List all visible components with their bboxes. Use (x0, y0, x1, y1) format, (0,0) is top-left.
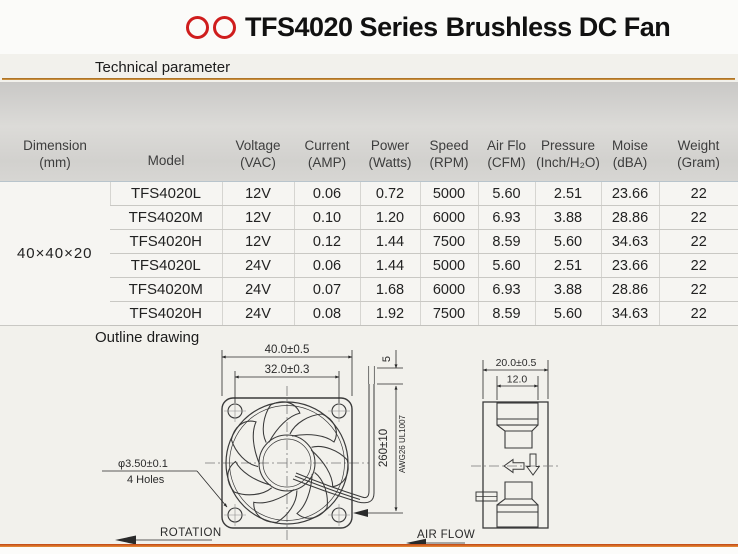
table-row (0, 230, 738, 254)
spec-table-header (0, 82, 738, 182)
fan-front-view (205, 366, 374, 542)
cell-noise: 23.66 (601, 182, 659, 206)
cell-voltage: 12V (222, 182, 294, 206)
col-model: Model (110, 82, 222, 182)
cell-power: 1.44 (360, 230, 420, 254)
cell-current: 0.06 (294, 254, 360, 278)
col-power: Power (Watts) (360, 82, 420, 182)
flow-direction-icon (504, 454, 539, 475)
cell-current: 0.12 (294, 230, 360, 254)
col-dimension: Dimension (mm) (0, 82, 110, 182)
page-title-series: TFS4020 Series (245, 11, 438, 42)
cell-noise: 34.63 (601, 230, 659, 254)
cell-voltage: 12V (222, 230, 294, 254)
table-row (0, 254, 738, 278)
cell-airflow: 5.60 (478, 182, 535, 206)
cell-model: TFS4020L (110, 254, 222, 278)
col-pressure: Pressure (Inch/H₂O) (535, 82, 601, 182)
table-row (0, 278, 738, 302)
dim-20-label: 20.0±0.5 (495, 357, 537, 369)
cell-power: 0.72 (360, 182, 420, 206)
cell-pressure: 2.51 (535, 254, 601, 278)
cell-dimension: 40×40×20 (0, 182, 110, 326)
airflow-label: AIR FLOW (417, 529, 475, 541)
logo-circle-icon (213, 16, 236, 39)
col-current: Current (AMP) (294, 82, 360, 182)
cell-model: TFS4020M (110, 278, 222, 302)
wire-length-dim-label: 260±10 (378, 428, 390, 468)
cell-weight: 22 (659, 182, 738, 206)
cell-speed: 7500 (420, 302, 478, 326)
cell-speed: 5000 (420, 182, 478, 206)
cell-airflow: 6.93 (478, 206, 535, 230)
cell-speed: 6000 (420, 206, 478, 230)
col-noise: Moise (dBA) (601, 82, 659, 182)
cell-airflow: 5.60 (478, 254, 535, 278)
col-airflow: Air Flo (CFM) (478, 82, 535, 182)
dim-12-label: 12.0 (506, 373, 528, 386)
cell-weight: 22 (659, 278, 738, 302)
hole-count-label: 4 Holes (127, 474, 165, 486)
cell-pressure: 5.60 (535, 230, 601, 254)
cell-power: 1.68 (360, 278, 420, 302)
page-header (0, 0, 738, 54)
wire-spec-label: AWG26 UL1007 (398, 415, 407, 473)
cell-weight: 22 (659, 302, 738, 326)
cell-model: TFS4020L (110, 182, 222, 206)
cell-noise: 23.66 (601, 254, 659, 278)
cell-pressure: 3.88 (535, 206, 601, 230)
dim-40-label: 40.0±0.5 (264, 344, 310, 356)
cell-voltage: 24V (222, 302, 294, 326)
cell-voltage: 24V (222, 278, 294, 302)
cell-model: TFS4020H (110, 302, 222, 326)
cell-voltage: 12V (222, 206, 294, 230)
cell-power: 1.92 (360, 302, 420, 326)
page-title-product: Brushless DC Fan (445, 11, 671, 42)
cell-weight: 22 (659, 254, 738, 278)
wire-tip-dim-label: 5 (381, 355, 393, 363)
table-row (0, 302, 738, 326)
col-voltage: Voltage (VAC) (222, 82, 294, 182)
front-dimensions (102, 350, 352, 545)
table-row (0, 206, 738, 230)
hole-diameter-label: φ3.50±0.1 (118, 458, 168, 470)
cell-current: 0.10 (294, 206, 360, 230)
outline-drawing-heading: Outline drawing (95, 329, 200, 346)
outline-drawing (0, 344, 738, 554)
cell-power: 1.44 (360, 254, 420, 278)
side-dimensions (406, 360, 548, 547)
spec-table (0, 82, 738, 326)
cell-current: 0.06 (294, 182, 360, 206)
cell-noise: 28.86 (601, 278, 659, 302)
cell-speed: 6000 (420, 278, 478, 302)
cell-pressure: 5.60 (535, 302, 601, 326)
cell-airflow: 8.59 (478, 302, 535, 326)
logo-circle-icon (186, 16, 209, 39)
cell-weight: 22 (659, 206, 738, 230)
cell-pressure: 2.51 (535, 182, 601, 206)
cell-model: TFS4020M (110, 206, 222, 230)
cell-airflow: 6.93 (478, 278, 535, 302)
technical-parameter-heading: Technical parameter (95, 59, 231, 76)
cell-speed: 7500 (420, 230, 478, 254)
table-row (0, 182, 738, 206)
rotation-label: ROTATION (160, 527, 222, 539)
cell-voltage: 24V (222, 254, 294, 278)
col-speed: Speed (RPM) (420, 82, 478, 182)
fan-side-view (471, 402, 560, 528)
cell-noise: 28.86 (601, 206, 659, 230)
cell-model: TFS4020H (110, 230, 222, 254)
col-weight: Weight (Gram) (659, 82, 738, 182)
page-bottom-margin (0, 547, 738, 554)
dim-32-label: 32.0±0.3 (264, 364, 310, 376)
cell-power: 1.20 (360, 206, 420, 230)
cell-airflow: 8.59 (478, 230, 535, 254)
cell-noise: 34.63 (601, 302, 659, 326)
bottom-divider (0, 544, 738, 547)
cell-pressure: 3.88 (535, 278, 601, 302)
section-divider (2, 78, 735, 80)
cell-weight: 22 (659, 230, 738, 254)
cell-current: 0.07 (294, 278, 360, 302)
cell-current: 0.08 (294, 302, 360, 326)
cell-speed: 5000 (420, 254, 478, 278)
